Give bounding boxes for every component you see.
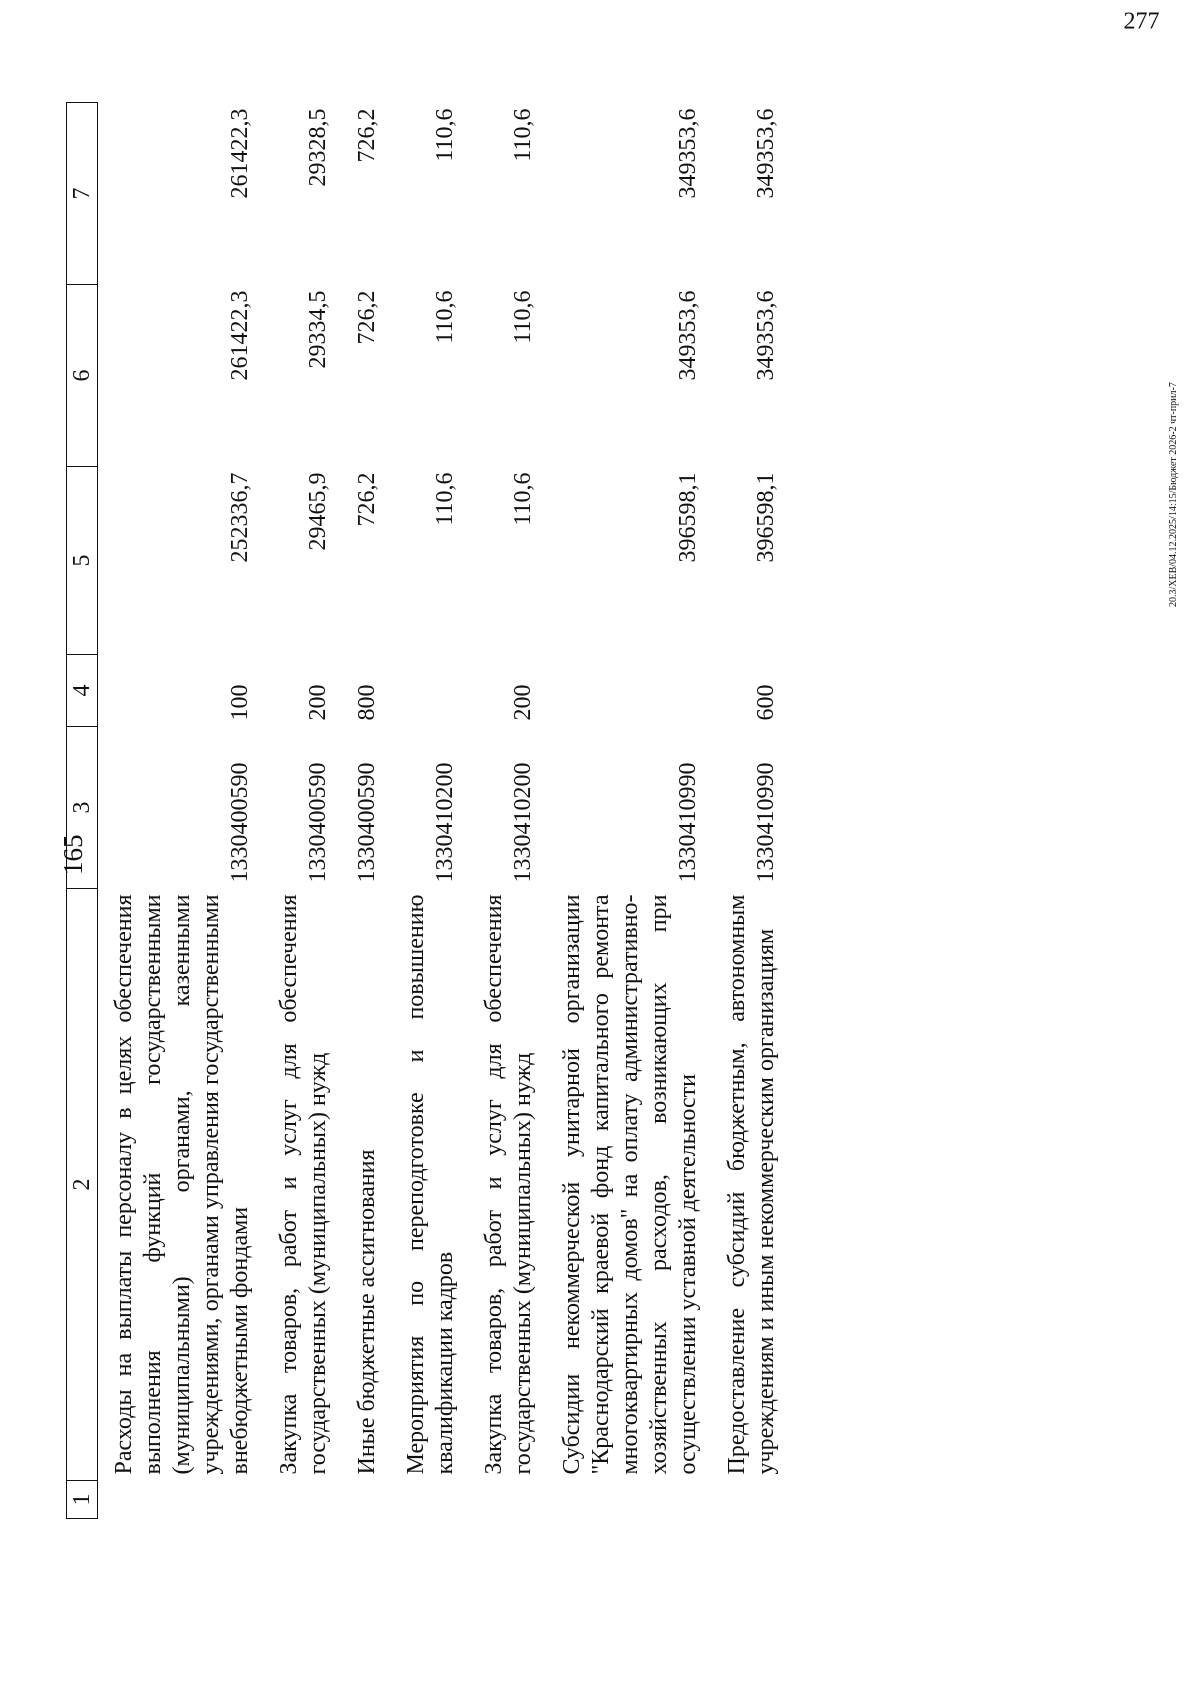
table-row	[711, 103, 789, 1519]
row-value-6: 110,6	[510, 290, 536, 344]
table-row	[341, 103, 390, 1519]
row-value-5: 110,6	[432, 472, 458, 526]
row-value-5: 726,2	[354, 472, 380, 527]
sheet-number: 277	[1123, 8, 1160, 35]
row-description: Субсидии некоммерческой унитарной организации "Краснодарский краевой фонд капитального ремонта многоквартирных домов" на оплату административно-хозяйственных расходов, возникающих при осуществлении уставной деятельности	[559, 894, 701, 1475]
table-header-row	[67, 103, 98, 1519]
row-code: 1330410990	[675, 762, 701, 883]
column-header-6: 6	[67, 285, 98, 467]
row-value-6: 29334,5	[305, 290, 331, 369]
row-type: 600	[753, 684, 779, 721]
row-description: Закупка товаров, работ и услуг для обеспечения государственных (муниципальных) нужд	[481, 894, 536, 1475]
row-value-5: 29465,9	[305, 472, 331, 551]
row-value-5: 396598,1	[675, 472, 701, 563]
row-value-6: 349353,6	[675, 290, 701, 381]
row-value-5: 396598,1	[753, 472, 779, 563]
row-value-5: 252336,7	[227, 472, 253, 563]
row-code: 1330400590	[305, 762, 331, 883]
row-value-6: 349353,6	[753, 290, 779, 381]
table-row	[468, 103, 546, 1519]
row-type: 200	[510, 684, 536, 721]
table-row	[98, 103, 264, 1519]
column-header-4: 4	[67, 655, 98, 727]
row-description: Мероприятия по переподготовке и повышению квалификации кадров	[403, 894, 458, 1475]
row-code: 1330400590	[227, 762, 253, 883]
column-header-2: 2	[67, 889, 98, 1481]
column-header-5: 5	[67, 467, 98, 655]
row-value-7: 261422,3	[227, 108, 253, 199]
row-value-7: 110,6	[432, 108, 458, 162]
row-description: Предоставление субсидий бюджетным, автономным учреждениям и иным некоммерческим организациям	[724, 894, 779, 1475]
row-type: 800	[354, 684, 380, 721]
row-value-7: 29328,5	[305, 108, 331, 187]
row-type	[546, 655, 711, 727]
budget-table	[66, 102, 789, 1519]
row-type: 100	[227, 684, 253, 721]
row-value-7: 110,6	[510, 108, 536, 162]
row-description: Иные бюджетные ассигнования	[354, 1149, 380, 1475]
table-row	[263, 103, 341, 1519]
column-header-3: 3	[67, 727, 98, 889]
row-value-6: 726,2	[354, 290, 380, 345]
row-value-5: 110,6	[510, 472, 536, 526]
page-number: 165	[58, 834, 88, 875]
row-type: 200	[305, 684, 331, 721]
table-row	[546, 103, 711, 1519]
row-description: Закупка товаров, работ и услуг для обеспечения государственных (муниципальных) нужд	[276, 894, 331, 1475]
row-value-7: 349353,6	[753, 108, 779, 199]
row-type	[390, 655, 468, 727]
footer-code: 20.3/ХЕВ/04.12.2025/14:15/Бюджет 2026-2 чт-прил-7	[1168, 382, 1179, 607]
row-code: 1330410200	[510, 762, 536, 883]
row-code: 1330400590	[354, 762, 380, 883]
column-header-1: 1	[67, 1481, 98, 1519]
column-header-7: 7	[67, 103, 98, 285]
row-description: Расходы на выплаты персоналу в целях обеспечения выполнения функций государственными (муниципальными) органами, казенными учреждениями, органами управления государственными внебюджетными фондами	[111, 894, 253, 1475]
row-value-7: 349353,6	[675, 108, 701, 199]
row-code: 1330410990	[753, 762, 779, 883]
row-value-6: 261422,3	[227, 290, 253, 381]
table-row	[390, 103, 468, 1519]
row-value-7: 726,2	[354, 108, 380, 163]
row-value-6: 110,6	[432, 290, 458, 344]
row-code: 1330410200	[432, 762, 458, 883]
